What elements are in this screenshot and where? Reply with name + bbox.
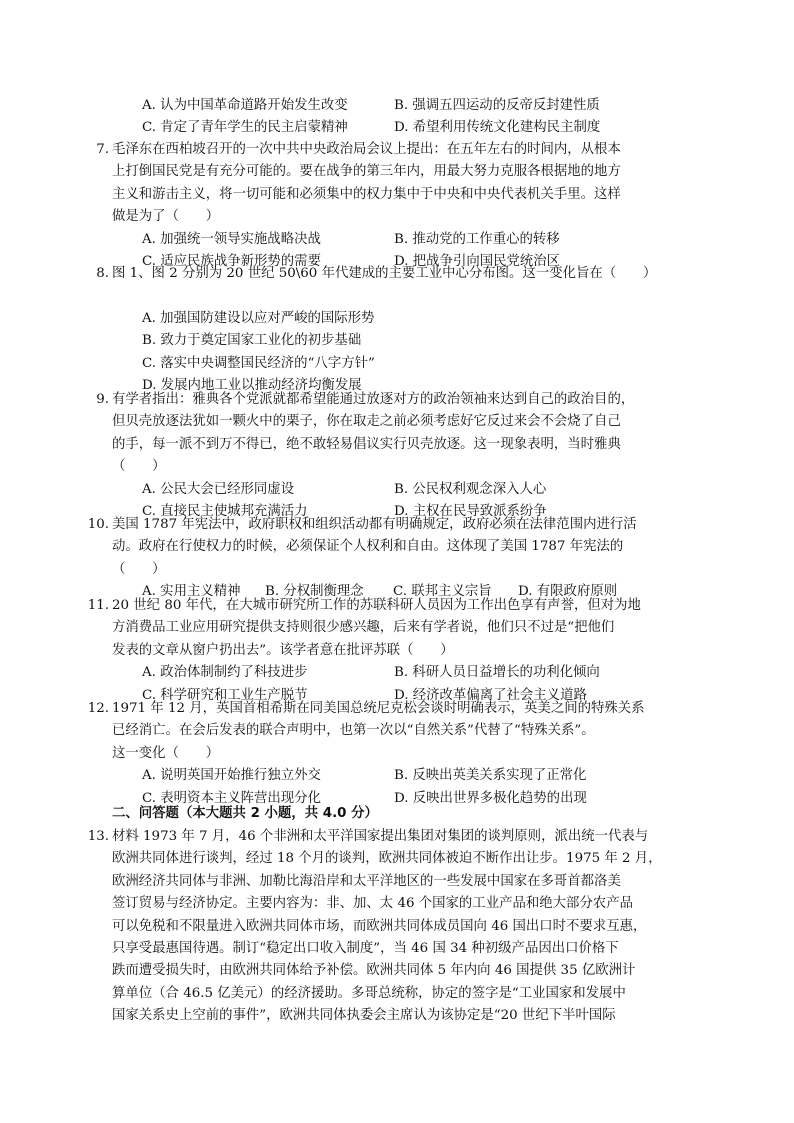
question-10 [87, 514, 687, 604]
option-a: A. 加强统一领导实施战略决战 [142, 231, 321, 247]
question-text-line: 发表的文章从窗户扔出去”。该学者意在批评苏联（ ） [112, 642, 454, 658]
question-text-line: 有学者指出：雅典各个党派就都希望能通过放逐对方的政治领袖来达到自己的政治目的， [112, 392, 635, 407]
question-text-line: 但贝壳放逐法犹如一颗火中的栗子，你在取走之前必须考虑好它反过来会不会烧了自己 [112, 414, 621, 430]
option-row [112, 117, 687, 139]
question-text-line: （ ） [112, 459, 166, 475]
option-a: A. 公民大会已经形同虚设 [142, 481, 295, 497]
option-d: D. 希望利用传统文化建构民主制度 [394, 120, 601, 136]
question-text-line: 动。政府在行使权力的时候，必须保证个人权利和自由。这体现了美国 1787 年宪法的 [112, 539, 624, 555]
option-b: B. 推动党的工作重心的转移 [394, 231, 560, 247]
option-d: D. 有限政府原则 [518, 584, 618, 600]
figure-placeholder [112, 285, 687, 307]
question-text-line: 上打倒国民党是有充分可能的。要在战争的第三年内，用最大努力克服各根据地的地方 [112, 164, 621, 180]
material-text-line: 欧洲共同体进行谈判，经过 18 个月的谈判，欧洲共同体被迫不断作出让步。1975 年 2 月， [112, 851, 662, 867]
option-b: B. 强调五四运动的反帝反封建性质 [394, 98, 600, 113]
section-heading: 二、问答题（本大题共 2 小题，共 4.0 分） [112, 806, 378, 821]
option-b: B. 公民权利观念深入人心 [394, 481, 547, 497]
option-d: D. 反映出世界多极化趋势的出现 [394, 790, 587, 806]
question-text-line: 做是为了（ ） [112, 209, 220, 225]
question-13 [87, 826, 687, 1028]
option-row [112, 765, 687, 787]
option-row [112, 95, 687, 117]
question-number: 10. [87, 517, 109, 532]
question-text-line: 1971 年 12 月，英国首相希斯在同美国总统尼克松会谈时明确表示，英美之间的特殊关系 [112, 701, 645, 716]
material-text-line: 可以免税和不限量进入欧洲共同体市场，而欧洲共同体成员国向 46 国出口时不要求互惠， [112, 918, 647, 934]
question-text-line: 美国 1787 年宪法中，政府职权和组织活动都有明确规定，政府必须在法律范围内进行活 [112, 517, 637, 532]
option-b: B. 分权制衡理念 [265, 584, 364, 600]
option-c: C. 落实中央调整国民经济的“八字方针” [142, 355, 375, 371]
option-a: A. 说明英国开始推行独立外交 [142, 768, 321, 784]
material-text-line: 欧洲经济共同体与非洲、加勒比海沿岸和太平洋地区的一些发展中国家在多哥首都洛美 [112, 873, 621, 889]
question-text-line: （ ） [112, 561, 166, 577]
option-a: A. 加强国防建设以应对严峻的国际形势 [142, 310, 375, 326]
material-text-line: 只享受最惠国待遇。制订“稳定出口收入制度”，当 46 国 34 种初级产品因出口价格下 [112, 940, 619, 956]
material-text-line: 材料 1973 年 7 月，46 个非洲和太平洋国家提出集团对集团的谈判原则，派出统一代表与 [112, 829, 649, 844]
option-row [112, 662, 687, 684]
question-text-line: 毛泽东在西柏坡召开的一次中共中央政治局会议上提出：在五年左右的时间内，从根本 [112, 142, 621, 157]
option-row [112, 229, 687, 251]
question-11 [87, 595, 687, 707]
question-text-line: 方消费品工业应用研究提供支持则很少感兴趣，后来有学者说，他们只不过是“把他们 [112, 620, 615, 636]
option-c: C. 表明资本主义阵营出现分化 [142, 790, 321, 806]
option-c: C. 科学研究和工业生产脱节 [142, 687, 308, 703]
option-b: B. 科研人员日益增长的功利化倾向 [394, 665, 600, 681]
question-number: 13. [87, 829, 109, 844]
question-number: 7. [96, 142, 109, 157]
option-c: C. 肯定了青年学生的民主启蒙精神 [142, 120, 348, 136]
question-text-line: 已经消亡。在会后发表的联合声明中，也第一次以“自然关系”代替了“特殊关系”。 [112, 723, 595, 739]
option-c: C. 适应民族战争新形势的需要 [142, 253, 321, 269]
option-row [112, 479, 687, 501]
question-8 [96, 263, 687, 397]
question-text-line: 主义和游击主义，将一切可能和必须集中的权力集中于中央和中央代表机关手里。这样 [112, 186, 621, 202]
option-d: D. 主权在民导致派系纷争 [394, 503, 547, 519]
option-b: B. 致力于奠定国家工业化的初步基础 [142, 333, 362, 349]
option-a: A. 政治体制制约了科技进步 [142, 665, 308, 681]
option-a: A. 实用主义精神 [142, 584, 241, 600]
option-a: A. 认为中国革命道路开始发生改变 [142, 98, 348, 113]
question-number: 8. [96, 266, 109, 281]
material-text-line: 算单位（合 46.5 亿美元）的经济援助。多哥总统称，协定的签字是“工业国家和发展中 [112, 985, 626, 1001]
option-d: D. 经济改革偏离了社会主义道路 [394, 687, 587, 703]
question-number: 11. [87, 598, 109, 613]
option-d: D. 把战争引向国民党统治区 [394, 253, 561, 269]
question-6-options [112, 95, 687, 140]
material-text-line: 签订贸易与经济协定。主要内容为：非、加、太 46 个国家的工业产品和绝大部分农产品 [112, 896, 634, 912]
material-text-line: 国家关系史上空前的事件”，欧洲共同体执委会主席认为该协定是“20 世纪下半叶国际 [112, 1008, 616, 1024]
question-9 [96, 389, 687, 523]
question-text-line: 的手，每一派不到万不得已，绝不敢轻易倡议实行贝壳放逐。这一现象表明，当时雅典 [112, 436, 621, 452]
question-text-line: 图 1、图 2 分别为 20 世纪 50\60 年代建成的主要工业中心分布图。这一变化旨在（ ） [112, 266, 657, 281]
question-number: 9. [96, 392, 109, 407]
question-text-line: 这一变化（ ） [112, 745, 220, 761]
option-d: D. 发展内地工业以推动经济均衡发展 [142, 377, 362, 393]
material-text-line: 跌而遭受损失时，由欧洲共同体给予补偿。欧洲共同体 5 年内向 46 国提供 35 亿欧洲计 [112, 963, 636, 979]
question-text-line: 20 世纪 80 年代，在大城市研究所工作的苏联科研人员因为工作出色享有声誉，但对为地 [112, 598, 641, 613]
option-c: C. 联邦主义宗旨 [393, 584, 492, 600]
option-b: B. 反映出英美关系实现了正常化 [394, 768, 587, 784]
question-7 [96, 139, 687, 273]
question-12 [87, 698, 687, 810]
question-number: 12. [87, 701, 109, 716]
option-c: C. 直接民主使城邦充满活力 [142, 503, 308, 519]
